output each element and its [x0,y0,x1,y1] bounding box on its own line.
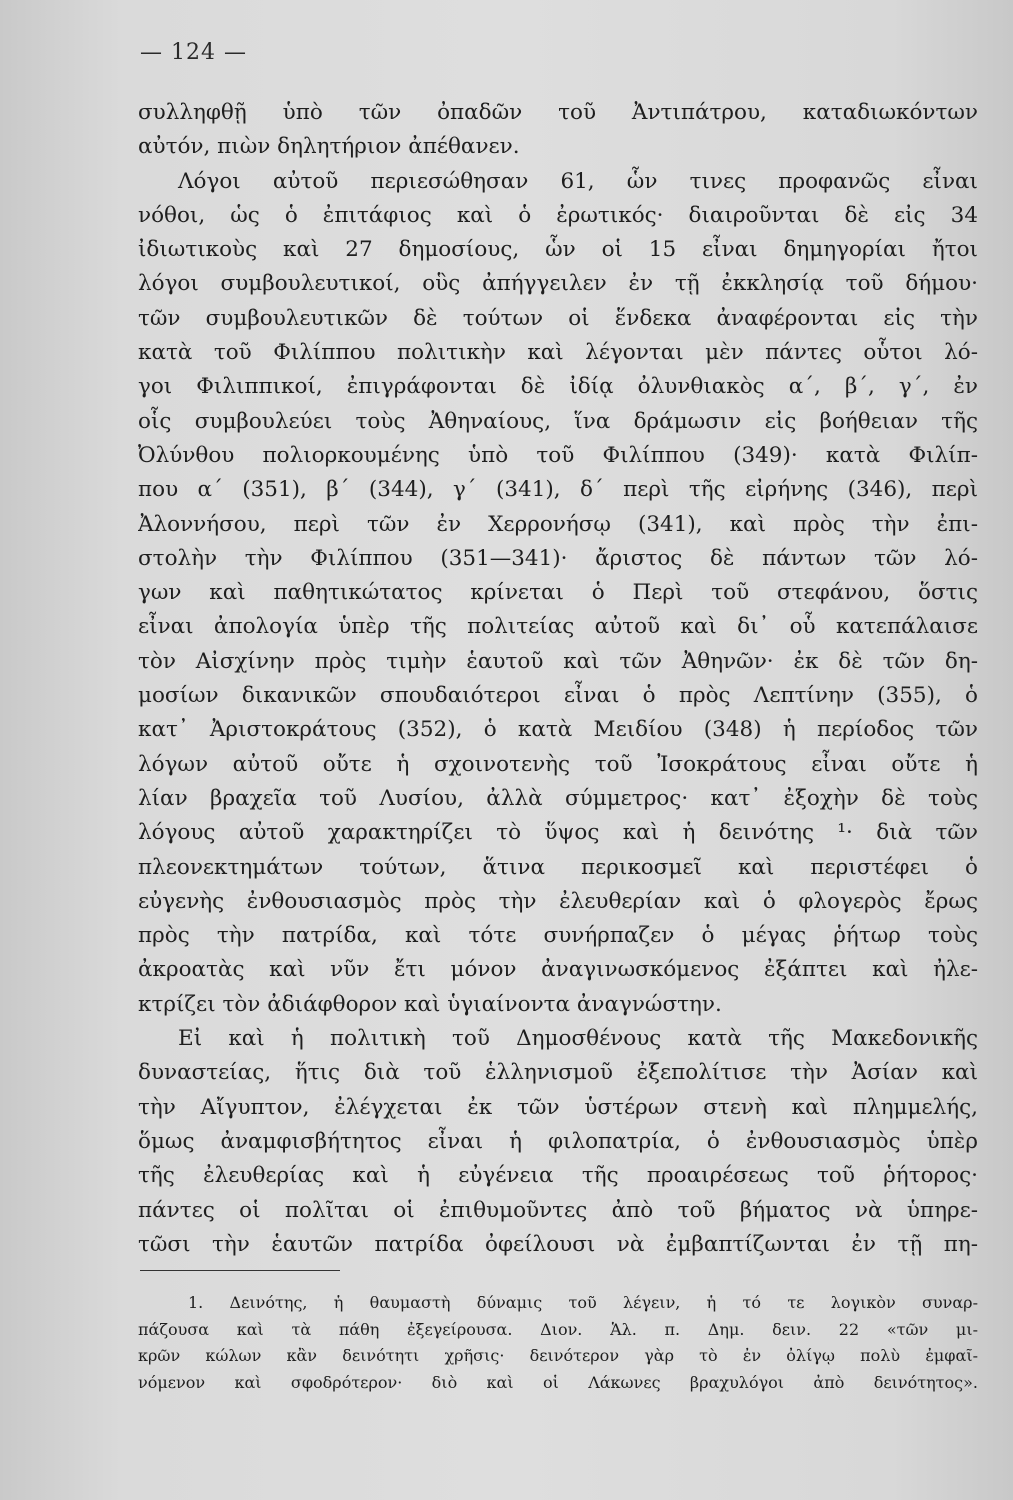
text-line: μοσίων δικανικῶν σπουδαιότεροι εἶναι ὁ πρὸς Λεπτίνην (355), ὁ [138,683,978,709]
text-line: λόγους αὐτοῦ χαρακτηρίζει τὸ ὕψος καὶ ἡ δεινότης ¹· διὰ τῶν [138,820,978,846]
text-line: στολὴν τὴν Φιλίππου (351—341)· ἄριστος δὲ πάντων τῶν λό- [138,545,978,571]
footnote-line: 1. Δεινότης, ἡ θαυμαστὴ δύναμις τοῦ λέγειν, ἡ τό τε λογικὸν συναρ- [188,1293,978,1312]
text-line: οἷς συμβουλεύει τοὺς Ἀθηναίους, ἵνα δράμωσιν εἰς βοήθειαν τῆς [138,408,978,434]
text-line: Ὀλύνθου πολιορκουμένης ὑπὸ τοῦ Φιλίππου (349)· κατὰ Φιλίπ- [138,442,978,468]
text-line: λίαν βραχεῖα τοῦ Λυσίου, ἀλλὰ σύμμετρος· κατ᾽ ἐξοχὴν δὲ τοὺς [138,785,978,811]
paragraph-start-line: Εἰ καὶ ἡ πολιτικὴ τοῦ Δημοσθένους κατὰ τῆς Μακεδονικῆς [178,1026,978,1052]
text-line: κτρίζει τὸν ἀδιάφθορον καὶ ὑγιαίνοντα ἀναγνώστην. [138,991,722,1017]
text-line: τὸν Αἰσχίνην πρὸς τιμὴν ἑαυτοῦ καὶ τῶν Ἀθηνῶν· ἐκ δὲ τῶν δη- [138,648,978,674]
text-line: λόγων αὐτοῦ οὔτε ἡ σχοινοτενὴς τοῦ Ἰσοκράτους εἶναι οὔτε ἡ [138,751,978,777]
text-line: νόθοι, ὡς ὁ ἐπιτάφιος καὶ ὁ ἐρωτικός· διαιροῦνται δὲ εἰς 34 [138,202,978,228]
text-line: τῶσι τὴν ἑαυτῶν πατρίδα ὀφείλουσι νὰ ἐμβαπτίζωνται ἐν τῇ πη- [138,1231,978,1257]
text-line: τῆς ἐλευθερίας καὶ ἡ εὐγένεια τῆς προαιρέσεως τοῦ ῥήτορος· [138,1163,978,1189]
text-line: κατὰ τοῦ Φιλίππου πολιτικὴν καὶ λέγονται μὲν πάντες οὗτοι λό- [138,340,978,366]
text-line: ἀκροατὰς καὶ νῦν ἔτι μόνον ἀναγινωσκόμενος ἐξάπτει καὶ ἠλε- [138,957,978,983]
text-line: συλληφθῇ ὑπὸ τῶν ὀπαδῶν τοῦ Ἀντιπάτρου, καταδιωκόντων [138,100,978,125]
text-line: δυναστείας, ἥτις διὰ τοῦ ἑλληνισμοῦ ἐξεπολίτισε τὴν Ἀσίαν καὶ [138,1060,978,1086]
text-line: γων καὶ παθητικώτατος κρίνεται ὁ Περὶ τοῦ στεφάνου, ὅστις [138,580,978,606]
body-text [138,96,978,1262]
footnote-line: νόμενον καὶ σφοδρότερον· διὸ καὶ οἱ Λάκωνες βραχυλόγοι ἀπὸ δεινότητος». [138,1372,978,1392]
text-line: αὐτόν, πιὼν δηλητήριον ἀπέθανεν. [138,134,520,160]
text-line: πρὸς τὴν πατρίδα, καὶ τότε συνήρπαζεν ὁ μέγας ῥήτωρ τοὺς [138,923,978,949]
footnote-line: κρῶν κώλων κἂν δεινότητι χρῆσις· δεινότερον γὰρ τὸ ἐν ὀλίγῳ πολὺ ἐμφαῖ- [138,1346,978,1365]
text-line: ὅμως ἀναμφισβήτητος εἶναι ἡ φιλοπατρία, ὁ ἐνθουσιασμὸς ὑπὲρ [138,1128,978,1154]
text-line: που α΄ (351), β΄ (344), γ΄ (341), δ΄ περὶ τῆς εἰρήνης (346), περὶ [138,477,978,503]
text-line: λόγοι συμβουλευτικοί, οὓς ἀπήγγειλεν ἐν τῇ ἐκκλησίᾳ τοῦ δήμου· [138,271,978,297]
text-line: τῶν συμβουλευτικῶν δὲ τούτων οἱ ἕνδεκα ἀναφέρονται εἰς τὴν [138,305,978,331]
text-line: εὐγενὴς ἐνθουσιασμὸς πρὸς τὴν ἐλευθερίαν καὶ ὁ φλογερὸς ἔρως [138,888,978,914]
paragraph-start-line: Λόγοι αὐτοῦ περιεσώθησαν 61, ὧν τινες προφανῶς εἶναι [178,168,978,194]
text-line: τὴν Αἴγυπτον, ἐλέγχεται ἐκ τῶν ὑστέρων στενὴ καὶ πλημμελής, [138,1094,978,1120]
text-line: πάντες οἱ πολῖται οἱ ἐπιθυμοῦντες ἀπὸ τοῦ βήματος νὰ ὑπηρε- [138,1197,978,1223]
footnote-line: πάζουσα καὶ τὰ πάθη ἐξεγείρουσα. Διον. Ἁλ. π. Δημ. δειν. 22 «τῶν μι- [138,1319,978,1339]
footnote [138,1290,978,1396]
text-line: κατ᾽ Ἀριστοκράτους (352), ὁ κατὰ Μειδίου (348) ἡ περίοδος τῶν [138,717,978,743]
text-line: εἶναι ἀπολογία ὑπὲρ τῆς πολιτείας αὐτοῦ καὶ δι᾽ οὗ κατεπάλαισε [138,614,978,640]
footnote-divider [140,1270,340,1271]
text-line: ἰδιωτικοὺς καὶ 27 δημοσίους, ὧν οἱ 15 εἶναι δημηγορίαι ἤτοι [138,237,978,263]
text-line: γοι Φιλιππικοί, ἐπιγράφονται δὲ ἰδίᾳ ὀλυνθιακὸς α΄, β΄, γ΄, ἐν [138,374,978,400]
text-line: Ἀλοννήσου, περὶ τῶν ἐν Χερρονήσῳ (341), καὶ πρὸς τὴν ἐπι- [138,511,978,537]
text-line: πλεονεκτημάτων τούτων, ἅτινα περικοσμεῖ καὶ περιστέφει ὁ [138,854,978,880]
page-number: — 124 — [140,40,247,65]
